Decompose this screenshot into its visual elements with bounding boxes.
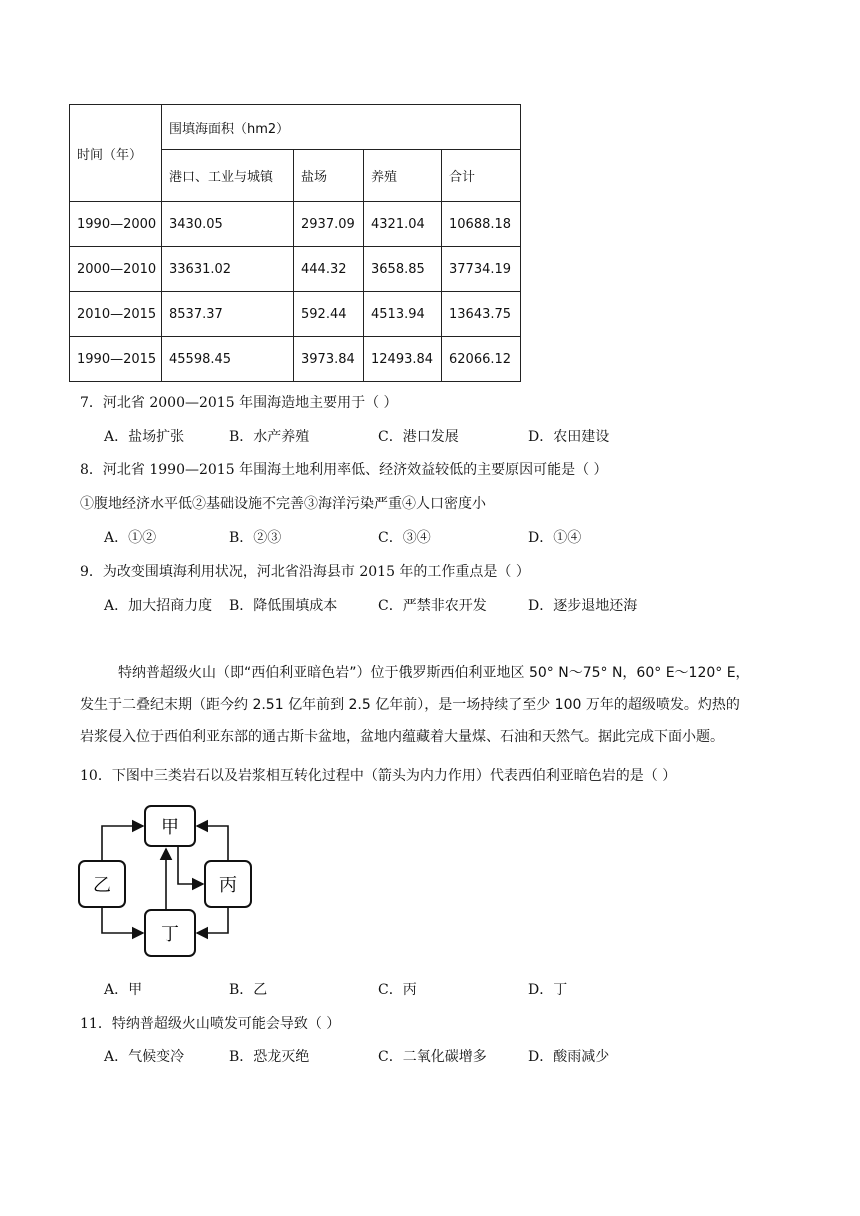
label-jia: 甲 [161, 817, 179, 838]
q10-option-b[interactable]: B．乙 [229, 982, 268, 998]
q8-option-c[interactable]: C．③④ [378, 530, 431, 546]
table-cell: 2010—2015 [70, 292, 162, 337]
table-cell: 33631.02 [162, 247, 294, 292]
table-cell: 45598.45 [162, 337, 294, 382]
q7-option-b[interactable]: B．水产养殖 [229, 429, 310, 445]
table-cell: 1990—2000 [70, 202, 162, 247]
table-row [70, 247, 521, 292]
passage-line: 岩浆侵入位于西伯利亚东部的通古斯卡盆地，盆地内蕴藏着大量煤、石油和天然气。据此完成下面小题。 [80, 729, 724, 745]
table-cell: 592.44 [294, 292, 364, 337]
table-cell: 1990—2015 [70, 337, 162, 382]
table-row [70, 292, 521, 337]
table-cell: 62066.12 [442, 337, 521, 382]
table-cell: 13643.75 [442, 292, 521, 337]
q8-option-d[interactable]: D．①④ [528, 530, 582, 546]
q8-sub: ①腹地经济水平低②基础设施不完善③海洋污染严重④人口密度小 [80, 496, 486, 512]
table-cell: 3430.05 [162, 202, 294, 247]
header-time: 时间（年） [70, 105, 162, 202]
table-cell: 3973.84 [294, 337, 364, 382]
column-header: 合计 [442, 150, 521, 202]
q10-option-c[interactable]: C．丙 [378, 982, 417, 998]
q8-option-b[interactable]: B．②③ [229, 530, 282, 546]
q7-option-c[interactable]: C．港口发展 [378, 429, 459, 445]
q7-option-a[interactable]: A．盐场扩张 [104, 429, 185, 445]
arrow-jia-to-bing [178, 846, 203, 884]
reclamation-table [69, 104, 521, 382]
table-cell: 3658.85 [364, 247, 442, 292]
q8-option-a[interactable]: A．①② [104, 530, 157, 546]
q10-option-a[interactable]: A．甲 [104, 982, 143, 998]
q9-option-b[interactable]: B．降低围填成本 [229, 598, 338, 614]
column-header: 养殖 [364, 150, 442, 202]
passage-line: 发生于二叠纪末期（距今约 2.51 亿年前到 2.5 亿年前），是一场持续了至少 100 万年的超级喷发。灼热的 [80, 697, 740, 713]
table-cell: 2000—2010 [70, 247, 162, 292]
q11-option-c[interactable]: C．二氧化碳增多 [378, 1049, 487, 1065]
table-cell: 2937.09 [294, 202, 364, 247]
q9-option-c[interactable]: C．严禁非农开发 [378, 598, 487, 614]
passage [80, 657, 780, 753]
label-bing: 丙 [219, 875, 237, 896]
q7-option-d[interactable]: D．农田建设 [528, 429, 610, 445]
q11-option-b[interactable]: B．恐龙灭绝 [229, 1049, 310, 1065]
q9-option-d[interactable]: D．逐步退地还海 [528, 598, 638, 614]
table-row [70, 337, 521, 382]
q9-stem: 9．为改变围填海利用状况，河北省沿海县市 2015 年的工作重点是（ ） [80, 564, 530, 580]
table-cell: 444.32 [294, 247, 364, 292]
table-cell: 4513.94 [364, 292, 442, 337]
rock-cycle-diagram [75, 803, 265, 963]
q9-option-a[interactable]: A．加大招商力度 [104, 598, 213, 614]
arrow-bing-to-ding [197, 907, 228, 933]
table-cell: 37734.19 [442, 247, 521, 292]
label-yi: 乙 [93, 875, 111, 896]
table-row [70, 202, 521, 247]
label-ding: 丁 [161, 924, 179, 945]
table-cell: 10688.18 [442, 202, 521, 247]
q11-option-d[interactable]: D．酸雨减少 [528, 1049, 610, 1065]
column-header: 盐场 [294, 150, 364, 202]
table-cell: 8537.37 [162, 292, 294, 337]
table-cell: 12493.84 [364, 337, 442, 382]
q8-stem: 8．河北省 1990—2015 年围海土地利用率低、经济效益较低的主要原因可能是（ ） [80, 462, 608, 478]
table-cell: 4321.04 [364, 202, 442, 247]
column-header: 港口、工业与城镇 [162, 150, 294, 202]
q10-option-d[interactable]: D．丁 [528, 982, 568, 998]
q10-stem: 10．下图中三类岩石以及岩浆相互转化过程中（箭头为内力作用）代表西伯利亚暗色岩的是（ ） [80, 768, 677, 784]
q11-stem: 11．特纳普超级火山喷发可能会导致（ ） [80, 1016, 341, 1032]
arrow-yi-to-jia [102, 826, 143, 861]
q11-option-a[interactable]: A．气候变冷 [104, 1049, 185, 1065]
arrow-bing-to-jia [197, 826, 228, 861]
header-area: 围填海面积（hm2） [162, 105, 521, 150]
arrow-yi-to-ding [102, 907, 143, 933]
q7-stem: 7．河北省 2000—2015 年围海造地主要用于（ ） [80, 395, 398, 411]
passage-line: 特纳普超级火山（即“西伯利亚暗色岩”）位于俄罗斯西伯利亚地区 50° N～75° N，60° E～120° E， [118, 665, 750, 681]
